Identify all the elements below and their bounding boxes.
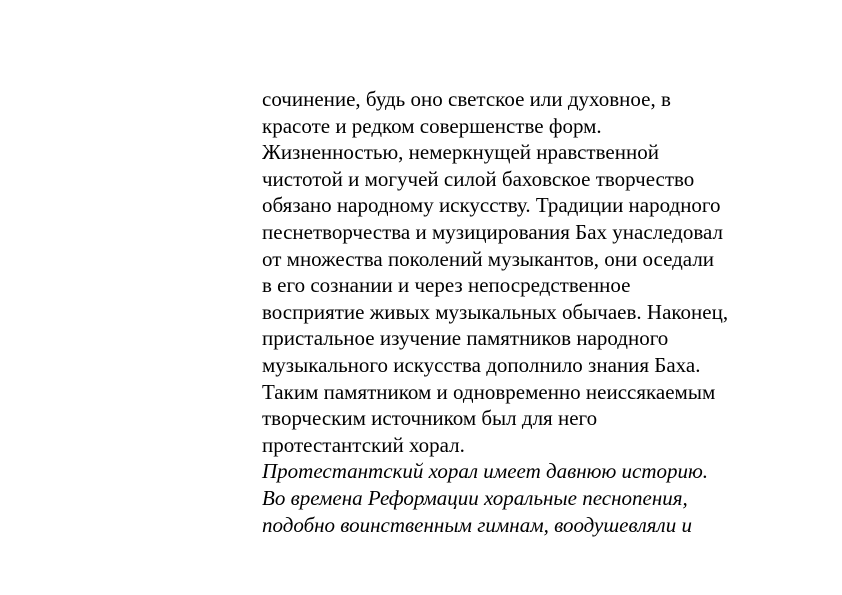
text-line: чистотой и могучей силой баховское творчество [262, 166, 695, 191]
text-line: обязано народному искусству. Традиции народного [262, 193, 721, 218]
text-line: песнетворчества и музицирования Бах унаследовал [262, 219, 723, 244]
text-line: красоте и редком совершенстве форм. [262, 113, 602, 138]
body-text [262, 86, 782, 538]
text-line: протестантский хорал. [262, 432, 465, 457]
text-line: музыкального искусства дополнило знания Баха. [262, 352, 701, 377]
italic-text-line: подобно воинственным гимнам, воодушевляли и [262, 512, 692, 537]
text-line: восприятие живых музыкальных обычаев. Наконец, [262, 299, 729, 324]
text-line: пристальное изучение памятников народного [262, 326, 669, 351]
text-line: Таким памятником и одновременно неиссякаемым [262, 379, 716, 404]
italic-text-line: Протестантский хорал имеет давнюю историю. [262, 459, 709, 484]
text-line: в его сознании и через непосредственное [262, 273, 631, 298]
text-line: творческим источником был для него [262, 406, 598, 431]
text-line: от множества поколений музыкантов, они оседали [262, 246, 715, 271]
text-line: Жизненностью, немеркнущей нравственной [262, 140, 659, 165]
text-line: сочинение, будь оно светское или духовное, в [262, 87, 671, 111]
italic-text-line: Во времена Реформации хоральные песнопения, [262, 485, 688, 510]
